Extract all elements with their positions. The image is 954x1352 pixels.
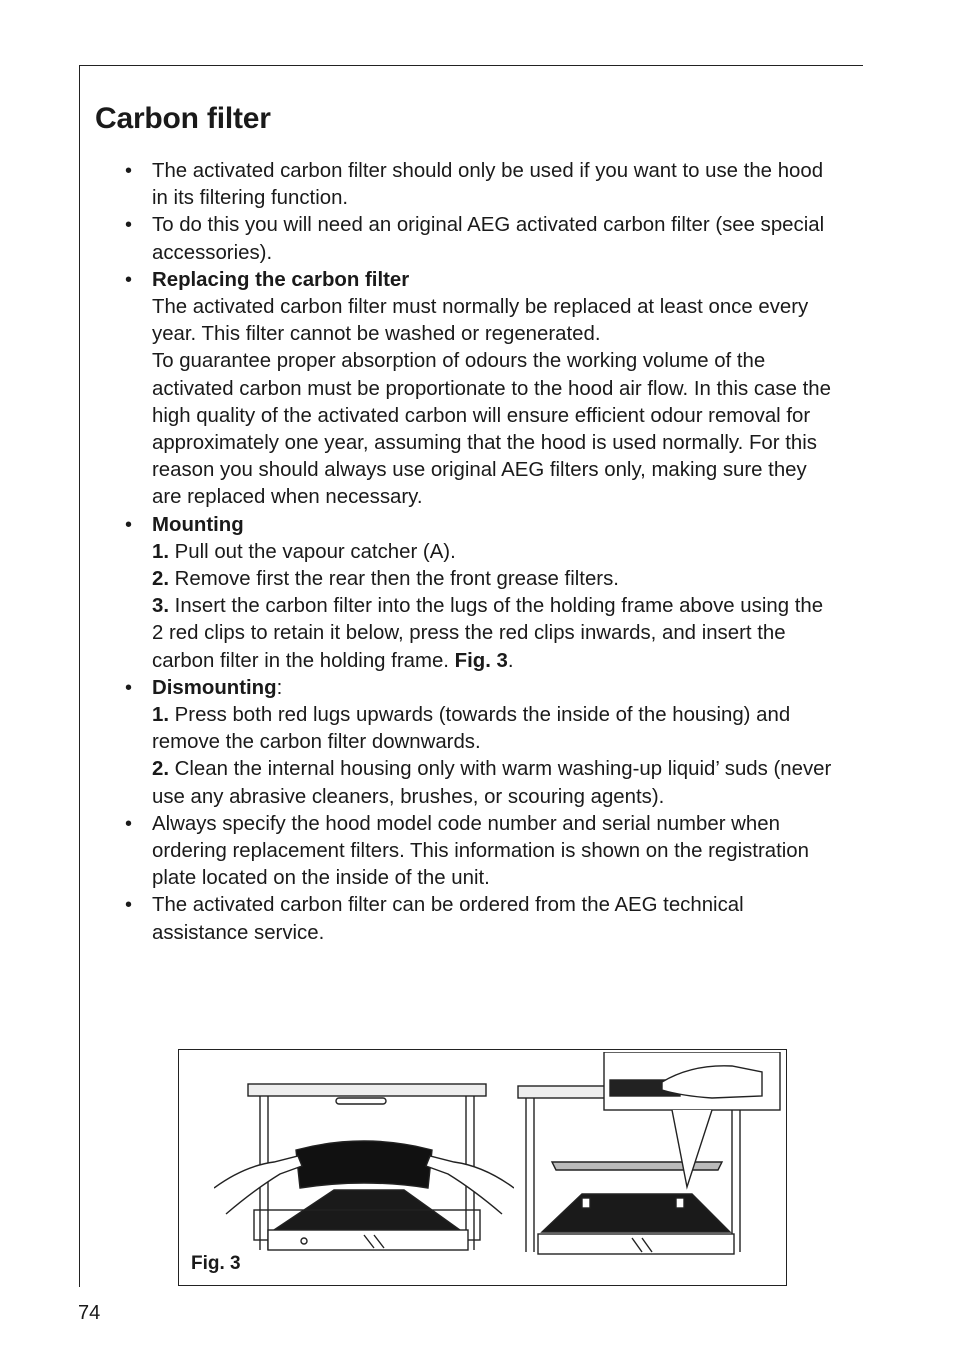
step-number: 2. [152,758,170,781]
step [152,756,836,810]
step [152,539,836,566]
list-item [124,675,836,811]
figure-reference: Fig. 3 [454,649,508,672]
section-heading-replacing: • Replacing the carbon filter [152,268,410,291]
figure-3 [178,1049,787,1286]
section-heading-row [152,675,836,702]
step-number: 1. [152,704,170,727]
step [152,702,836,756]
page-title: Carbon filter [95,102,271,135]
step-number: 1. [152,540,170,563]
step-text: Insert the carbon filter into the lugs of the holding frame above using the 2 red clips to retain it below, press the red clips inwards, and insert the carbon filter in the holding frame. [152,595,824,672]
step-text: Press both red lugs upwards (towards the inside of the housing) and remove the carbon filter downwards. [152,704,791,754]
list-item [124,892,836,946]
step-number: 3. [152,595,170,618]
left-rule [79,65,80,1287]
paragraph: The activated carbon filter must normally be replaced at least once every year. This filter cannot be washed or regenerated. [152,296,809,346]
list-item [124,212,836,266]
step-text: Pull out the vapour catcher (A). [169,540,456,563]
paragraph: To guarantee proper absorption of odours the working volume of the activated carbon must be proportionate to the hood air flow. In this case the high quality of the activated carbon will ensure efficient odour removal for approximately one year, assuming that the hood is used normally. For this reason you should always use original AEG filters only, making sure they are replaced when necessary. [152,350,831,509]
section-heading-dismounting: Dismounting [152,676,277,699]
step-end: . [507,649,514,672]
section-heading-mounting: • Mounting [152,513,244,536]
step-text: Clean the internal housing only with warm washing-up liquid’ suds (never use any abrasive cleaners, brushes, or scouring agents). [152,758,832,808]
heading-colon: : [276,676,283,699]
instruction-list [124,158,836,947]
page-number: 74 [78,1302,101,1324]
list-item [124,811,836,893]
figure-label: Fig. 3 [191,1253,241,1274]
bullet-text: The activated carbon filter should only be used if you want to use the hood in its filtering function. [152,160,824,210]
bullet-text: To do this you will need an original AEG activated carbon filter (see special accessories). [152,214,825,264]
bullet-text: The activated carbon filter can be ordered from the AEG technical assistance service. [152,894,744,944]
illustration-insert-filter [214,1070,514,1270]
top-rule [79,65,863,66]
step [152,566,836,593]
illustration-mounted-filter [512,1052,782,1270]
step [152,593,836,675]
step-number: 2. [152,568,170,591]
bullet-text: Always specify the hood model code number and serial number when ordering replacement filters. This information is shown on the registration plate located on the inside of the unit. [152,812,809,890]
list-item [124,158,836,212]
list-item [124,267,836,512]
list-item [124,512,836,675]
step-text: Remove first the rear then the front grease filters. [169,568,619,591]
